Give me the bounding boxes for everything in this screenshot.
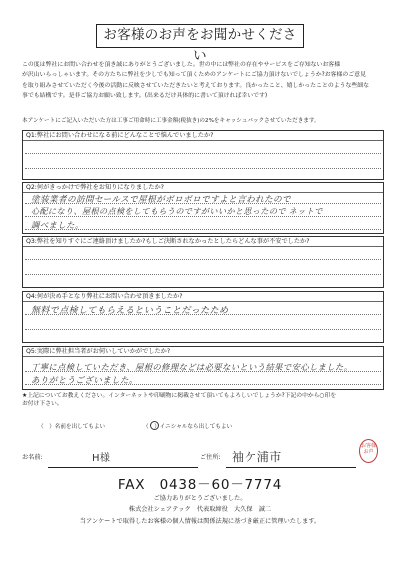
name-address-row [22, 446, 384, 468]
intro-line: が沢山いらっしゃいます。その方たちに弊社を少しでも知って頂くためのアンケートにご協力頂けないでしょうか?お客様のご意見 [22, 72, 366, 79]
fax-number: FAX 0438－60－7774 [117, 477, 283, 493]
intro-line: この度は弊社にお問い合わせを頂き誠にありがとうございました。世の中には弊社の存在やサービスをご存知ないお客様 [22, 62, 341, 68]
red-seal-stamp: お客様 お声 [359, 439, 378, 463]
answer-line [25, 274, 381, 275]
choice-label: イニシャルなら出してもよい [159, 424, 233, 430]
handwritten-answer: 丁寧に点検していただき、屋根の修理などは必要ないという結果で安心しました。 [31, 362, 353, 372]
answer-line [25, 153, 381, 154]
intro-line: を取り組みさせていただく今後の活動に反映させていただきたいと考えております。良かったこと、嬉しかったことのような些細な [22, 82, 370, 89]
handwritten-answer: 無料で点検してもらえるということだったため [31, 306, 229, 316]
address-field-line [226, 467, 356, 468]
consent-text: ★上記についてお教えください。インターネットや印刷物に掲載させて頂いてもよろしいでしょうか?下記の中から○印を [22, 393, 337, 399]
intro-line: 事でも結構です。是非ご協力お願い致します。(出来るだけ具体的に書いて頂ければ幸いです) [22, 93, 268, 100]
privacy-note: 当アンケートで取得したお客様の個人情報は関係法規に基づき厳正に管理いたします。 [79, 518, 321, 525]
handwritten-answer: ありがとうございました。 [31, 376, 138, 386]
question-label: Q5:実際に弊社担当者がお伺いしていかがでしたか? [23, 347, 383, 357]
name-field-line [48, 467, 198, 468]
address-value: 袖ケ浦市 [232, 450, 282, 464]
handwritten-answer: 心配になり、屋根の点検をしてもらうのですがいいかと思ったので ネットで [31, 206, 323, 216]
question-label: Q3:弊社を知りすぐにご連絡頂けましたか?もしご決断されなかったとしたらどんな事が不安でしたか? [23, 237, 383, 247]
question-q4 [22, 291, 384, 343]
answer-line [25, 329, 381, 330]
question-q1 [22, 130, 384, 180]
question-label: Q1:弊社にお問い合わせになる前にどんなことで悩んでいましたか? [23, 131, 383, 141]
question-q2 [22, 182, 384, 234]
company-signature: 株式会社シェアテック 代表取締役 大久保 誠二 [128, 506, 272, 513]
page-title: お客様のお声をお聞かせください [96, 24, 304, 48]
answer-line [25, 259, 381, 260]
name-value: H様 [92, 453, 111, 464]
intro-text [22, 60, 380, 102]
question-label: Q2:何がきっかけで弊社をお知りになりましたか? [23, 183, 383, 193]
closing-thanks: ご協力ありがとうございました。 [153, 495, 247, 502]
consent-question [22, 392, 384, 408]
question-q3 [22, 236, 384, 288]
question-label: Q4:何が決め手となり弊社にお問い合わせ頂きましたか? [23, 292, 383, 302]
choice-initial-ok[interactable]: （ ）イニシャルなら出してもよい [143, 424, 233, 430]
name-label: お名前: [22, 454, 43, 461]
choice-name-ok[interactable]: （ ）名前を出してもよい [38, 424, 106, 430]
cashback-note: 本アンケートにご記入いただいた方は工事ご用命時に工事金額(税抜き)の2%をキャッシュバックさせていただきます。 [22, 118, 320, 124]
choice-label: 名前を出してもよい [54, 424, 106, 430]
handwritten-answer: 調べました。 [31, 220, 84, 230]
handwritten-answer: 塗装業者の訪問セールスで屋根がボロボロですよと言われたので [31, 195, 292, 205]
consent-text: お付け下さい。 [22, 401, 63, 407]
answer-line [25, 168, 381, 169]
address-label: ご住所: [200, 454, 221, 461]
question-q5 [22, 346, 384, 390]
